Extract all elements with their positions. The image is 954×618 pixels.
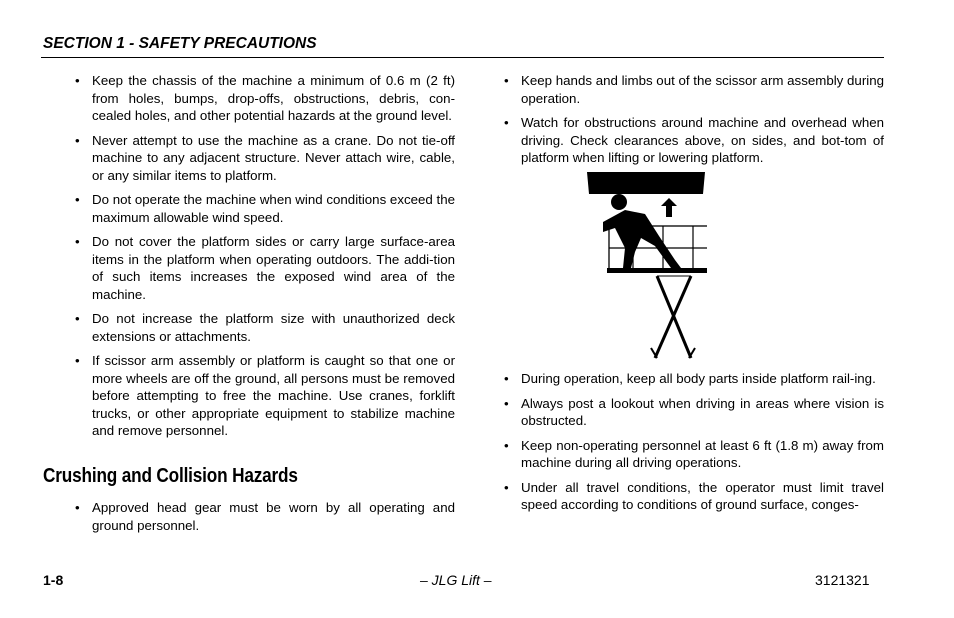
- list-item: • If scissor arm assembly or platform is caught so that one or more wheels are off the ground, all persons must be removed before attempting to free the machine. Use cranes, forklift trucks, or other appropriate equipment to stabilize machine and remove personnel.: [75, 353, 455, 438]
- right-bullet-list-top: [503, 72, 884, 167]
- right-column-top: [503, 72, 884, 174]
- section-title: SECTION 1 - SAFETY PRECAUTIONS: [43, 35, 317, 52]
- list-item: • Do not cover the platform sides or carry large surface-area items in the platform when operating outdoors. The addi-tion of such items increases the exposed wind area of the machine.: [75, 234, 455, 302]
- list-item: • Keep non-operating personnel at least 6 ft (1.8 m) away from machine during all driving operations.: [504, 437, 884, 470]
- list-item: • During operation, keep all body parts inside platform rail-ing.: [504, 371, 876, 386]
- list-item: • Watch for obstructions around machine and overhead when driving. Check clearances above, on sides, and bot-tom of platform when lifting or lowering platform.: [504, 115, 884, 165]
- overhead-crush-hazard-icon: [585, 170, 707, 360]
- list-item: • Under all travel conditions, the operator must limit travel speed according to conditions of ground surface, conges-: [504, 479, 884, 512]
- right-bullet-list-bottom: [503, 370, 884, 514]
- list-item: • Do not operate the machine when wind conditions exceed the maximum allowable wind speed.: [75, 192, 455, 225]
- header-rule: [41, 57, 884, 58]
- list-item: • Keep the chassis of the machine a minimum of 0.6 m (2 ft) from holes, bumps, drop-offs, obstructions, debris, con-cealed holes, and other potential hazards at the ground level.: [75, 73, 455, 123]
- list-item: • Keep hands and limbs out of the scissor arm assembly during operation.: [504, 73, 884, 106]
- heading-bullet-list: [74, 499, 455, 541]
- list-item: • Always post a lookout when driving in areas where vision is obstructed.: [504, 395, 884, 428]
- list-item: • Never attempt to use the machine as a crane. Do not tie-off machine to any adjacent structure. Never attach wire, cable, or any similar items to platform.: [75, 132, 455, 183]
- left-bullet-list: [74, 72, 455, 440]
- document-number: 3121321: [815, 572, 870, 588]
- footer-title: – JLG Lift –: [420, 572, 492, 588]
- left-column: [74, 72, 455, 447]
- list-item: • Do not increase the platform size with unauthorized deck extensions or attachments.: [75, 311, 455, 344]
- page-number: 1-8: [43, 572, 64, 588]
- section-heading: Crushing and Collision Hazards: [43, 465, 298, 487]
- right-column-bottom: [503, 370, 884, 521]
- list-item: • Approved head gear must be worn by all operating and ground personnel.: [75, 500, 455, 533]
